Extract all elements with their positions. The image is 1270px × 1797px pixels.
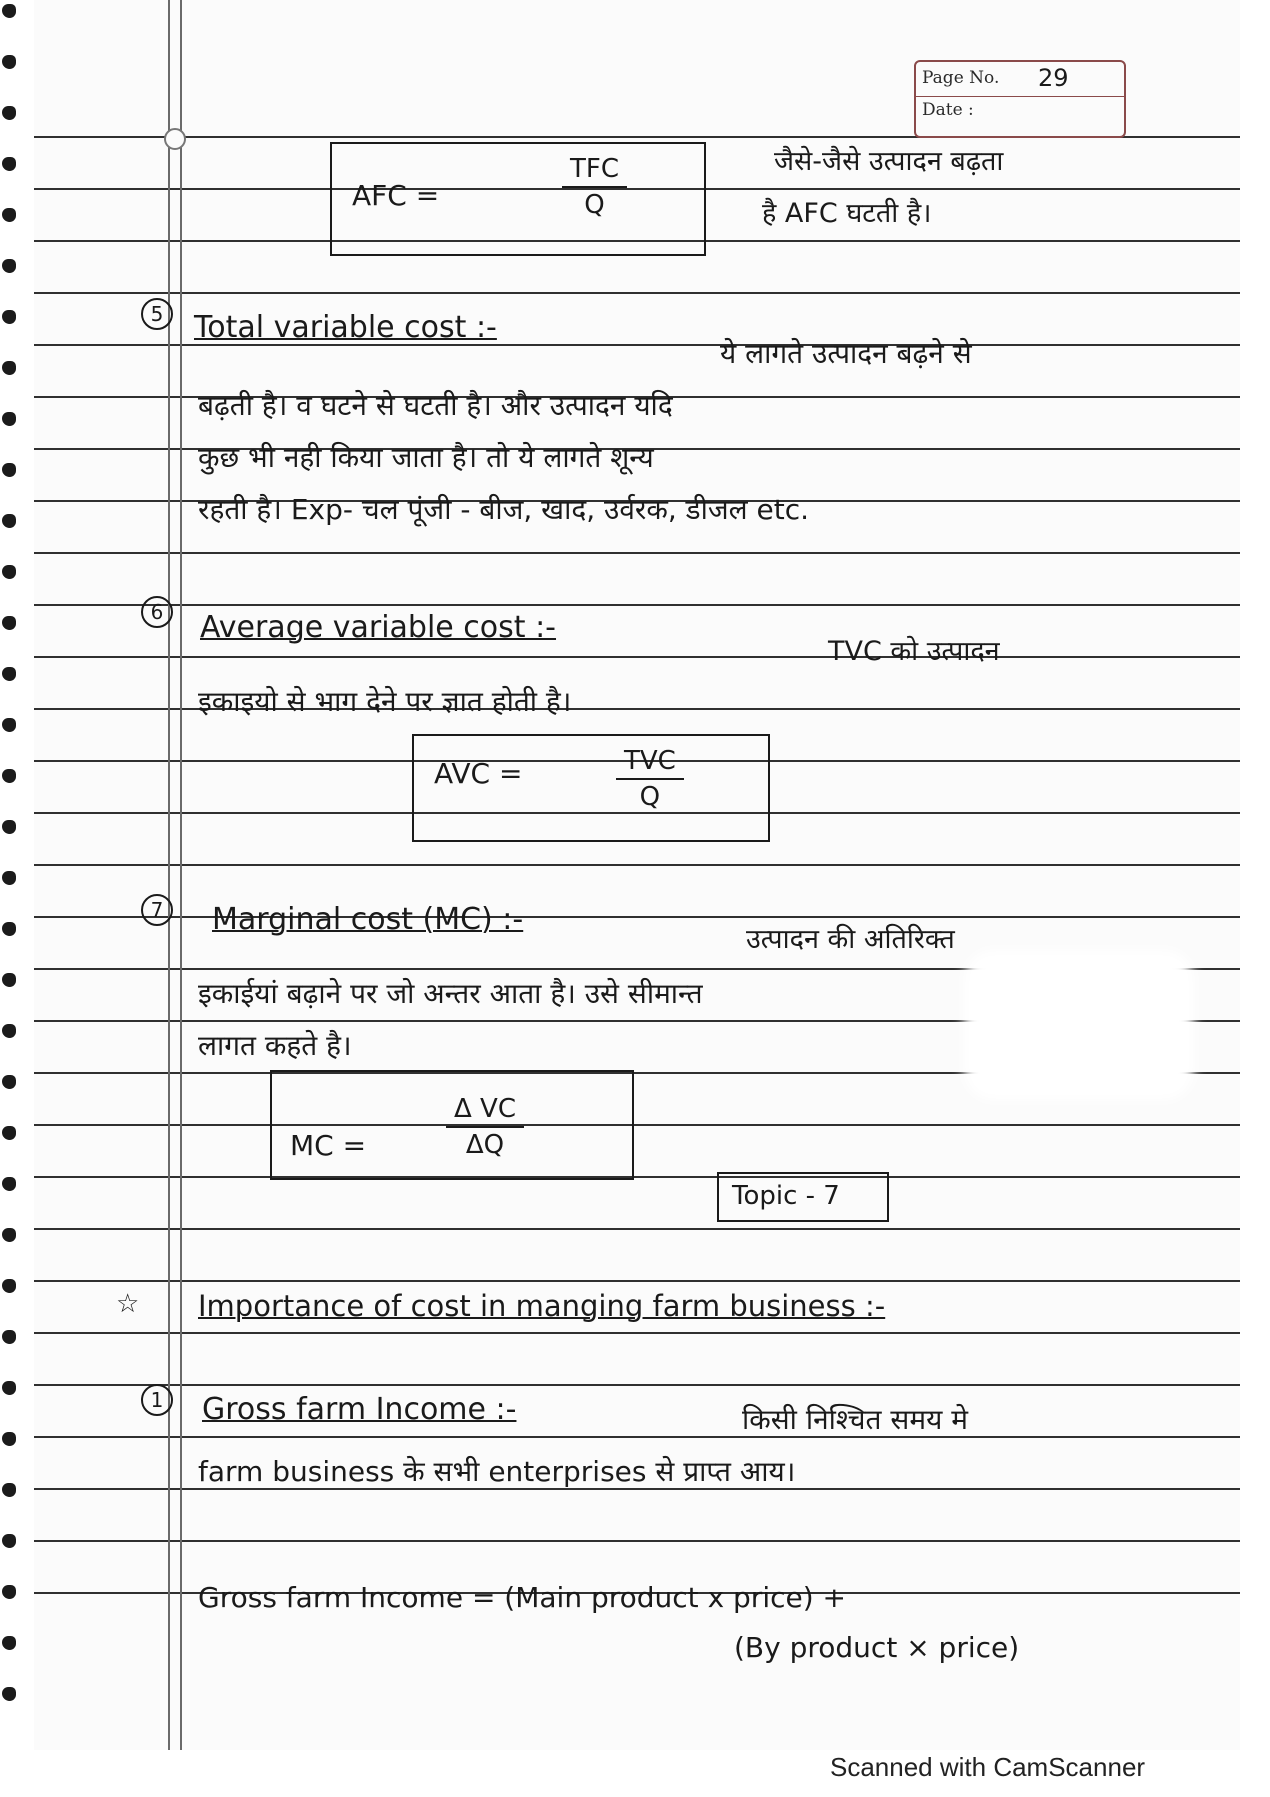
- tvc-line-2: बढ़ती है। व घटने से घटती है। और उत्पादन यदि: [198, 389, 673, 422]
- page-number-box: [914, 60, 1126, 138]
- tvc-line-3: कुछ भी नही किया जाता है। तो ये लागते शून्य: [198, 441, 654, 474]
- binder-hole-icon: [2, 820, 16, 834]
- mc-fraction: [446, 1094, 524, 1160]
- mc-line-1: उत्पादन की अतिरिक्त: [746, 924, 955, 955]
- avc-numerator: TVC: [616, 746, 684, 780]
- section-number-badge: 5: [141, 298, 173, 330]
- page-no: 29: [1038, 64, 1069, 92]
- ruled-line: [34, 1124, 1240, 1126]
- binder-hole-icon: [2, 1585, 16, 1599]
- gfi-line-1: किसी निश्चित समय मे: [742, 1403, 968, 1436]
- afc-note-line2: है AFC घटती है।: [762, 198, 932, 229]
- binder-hole-icon: [2, 922, 16, 936]
- binder-hole-icon: [2, 1330, 16, 1344]
- ruled-line: [34, 1176, 1240, 1178]
- binder-hole-icon: [2, 565, 16, 579]
- binder-hole-icon: [2, 310, 16, 324]
- page-no-label: Page No.: [922, 68, 1000, 88]
- binder-hole-icon: [2, 106, 16, 120]
- ruled-line: [34, 552, 1240, 554]
- avc-line-1: TVC को उत्पादन: [828, 636, 1000, 667]
- binder-hole-icon: [2, 1126, 16, 1140]
- binder-hole-icon: [2, 463, 16, 477]
- afc-lhs: AFC =: [352, 179, 440, 212]
- mc-line-2: इकाईयां बढ़ाने पर जो अन्तर आता है। उसे सीमान्त: [198, 977, 703, 1010]
- binder-hole-icon: [2, 1177, 16, 1191]
- binder-hole-icon: [2, 412, 16, 426]
- gfi-heading: Gross farm Income :-: [202, 1392, 517, 1427]
- binder-hole-icon: [2, 55, 16, 69]
- avc-denominator: Q: [639, 782, 661, 812]
- ruled-line: [34, 1228, 1240, 1230]
- binder-hole-icon: [2, 871, 16, 885]
- ruled-line: [34, 1332, 1240, 1334]
- binder-hole-icon: [2, 157, 16, 171]
- binder-hole-icon: [2, 718, 16, 732]
- mc-line-3: लागत कहते है।: [198, 1029, 352, 1062]
- erased-area: [964, 950, 1194, 1100]
- ruled-line: [34, 604, 1240, 606]
- scanner-watermark: Scanned with CamScanner: [830, 1752, 1146, 1782]
- binder-hole-icon: [2, 1228, 16, 1242]
- mc-lhs: MC =: [290, 1129, 367, 1162]
- binder-hole-icon: [2, 4, 16, 18]
- margin-line: [168, 0, 170, 1750]
- ruled-line: [34, 1540, 1240, 1542]
- binder-hole-icon: [2, 1075, 16, 1089]
- afc-fraction: [562, 154, 627, 220]
- binding-ring-icon: [164, 128, 186, 150]
- ruled-line: [34, 864, 1240, 866]
- binder-hole-icon: [2, 616, 16, 630]
- date-label: Date :: [922, 100, 974, 120]
- section-number-badge: 6: [141, 596, 173, 628]
- avc-line-2: इकाइयो से भाग देने पर ज्ञात होती है।: [198, 685, 572, 718]
- afc-numerator: TFC: [562, 154, 627, 188]
- avc-heading: Average variable cost :-: [200, 610, 557, 645]
- mc-heading: Marginal cost (MC) :-: [212, 902, 524, 937]
- importance-heading: Importance of cost in manging farm business :-: [198, 1289, 886, 1323]
- binder-hole-icon: [2, 1432, 16, 1446]
- tvc-line-4: रहती है। Exp- चल पूंजी - बीज, खाद, उर्वरक, डीजल etc.: [198, 493, 810, 526]
- tvc-line-1: ये लागते उत्पादन बढ़ने से: [720, 337, 972, 370]
- ruled-line: [34, 656, 1240, 658]
- binder-hole-icon: [2, 973, 16, 987]
- binder-hole-icon: [2, 769, 16, 783]
- ruled-line: [34, 1280, 1240, 1282]
- star-icon: ☆: [116, 1289, 140, 1319]
- notebook-page: [34, 0, 1240, 1750]
- gfi-formula-cont: (By product × price): [734, 1631, 1020, 1664]
- binder-hole-icon: [2, 1024, 16, 1038]
- gfi-line-2: farm business के सभी enterprises से प्राप्त आय।: [198, 1455, 796, 1488]
- tvc-heading: Total variable cost :-: [194, 310, 497, 345]
- binder-hole-icon: [2, 259, 16, 273]
- ruled-line: [34, 1436, 1240, 1438]
- mc-denominator: ΔQ: [465, 1130, 505, 1160]
- binder-hole-icon: [2, 1534, 16, 1548]
- margin-line: [180, 0, 182, 1750]
- afc-denominator: Q: [584, 190, 605, 220]
- binder-hole-icon: [2, 1483, 16, 1497]
- binder-hole-icon: [2, 1279, 16, 1293]
- avc-lhs: AVC =: [434, 757, 523, 790]
- section-number-badge: 7: [141, 894, 173, 926]
- topic-label: Topic - 7: [732, 1181, 840, 1211]
- avc-fraction: [616, 746, 684, 812]
- binder-hole-icon: [2, 1636, 16, 1650]
- binder-hole-icon: [2, 1687, 16, 1701]
- gfi-formula: Gross farm Income = (Main product x price) +: [198, 1581, 847, 1614]
- binder-hole-icon: [2, 667, 16, 681]
- binder-hole-icon: [2, 361, 16, 375]
- binder-hole-icon: [2, 1381, 16, 1395]
- afc-note-line1: जैसे-जैसे उत्पादन बढ़ता: [774, 146, 1004, 177]
- binder-hole-icon: [2, 514, 16, 528]
- mc-numerator: Δ VC: [446, 1094, 524, 1128]
- ruled-line: [34, 1384, 1240, 1386]
- section-number-badge: 1: [141, 1384, 173, 1416]
- binder-holes: [0, 0, 34, 1750]
- binder-hole-icon: [2, 208, 16, 222]
- ruled-line: [34, 292, 1240, 294]
